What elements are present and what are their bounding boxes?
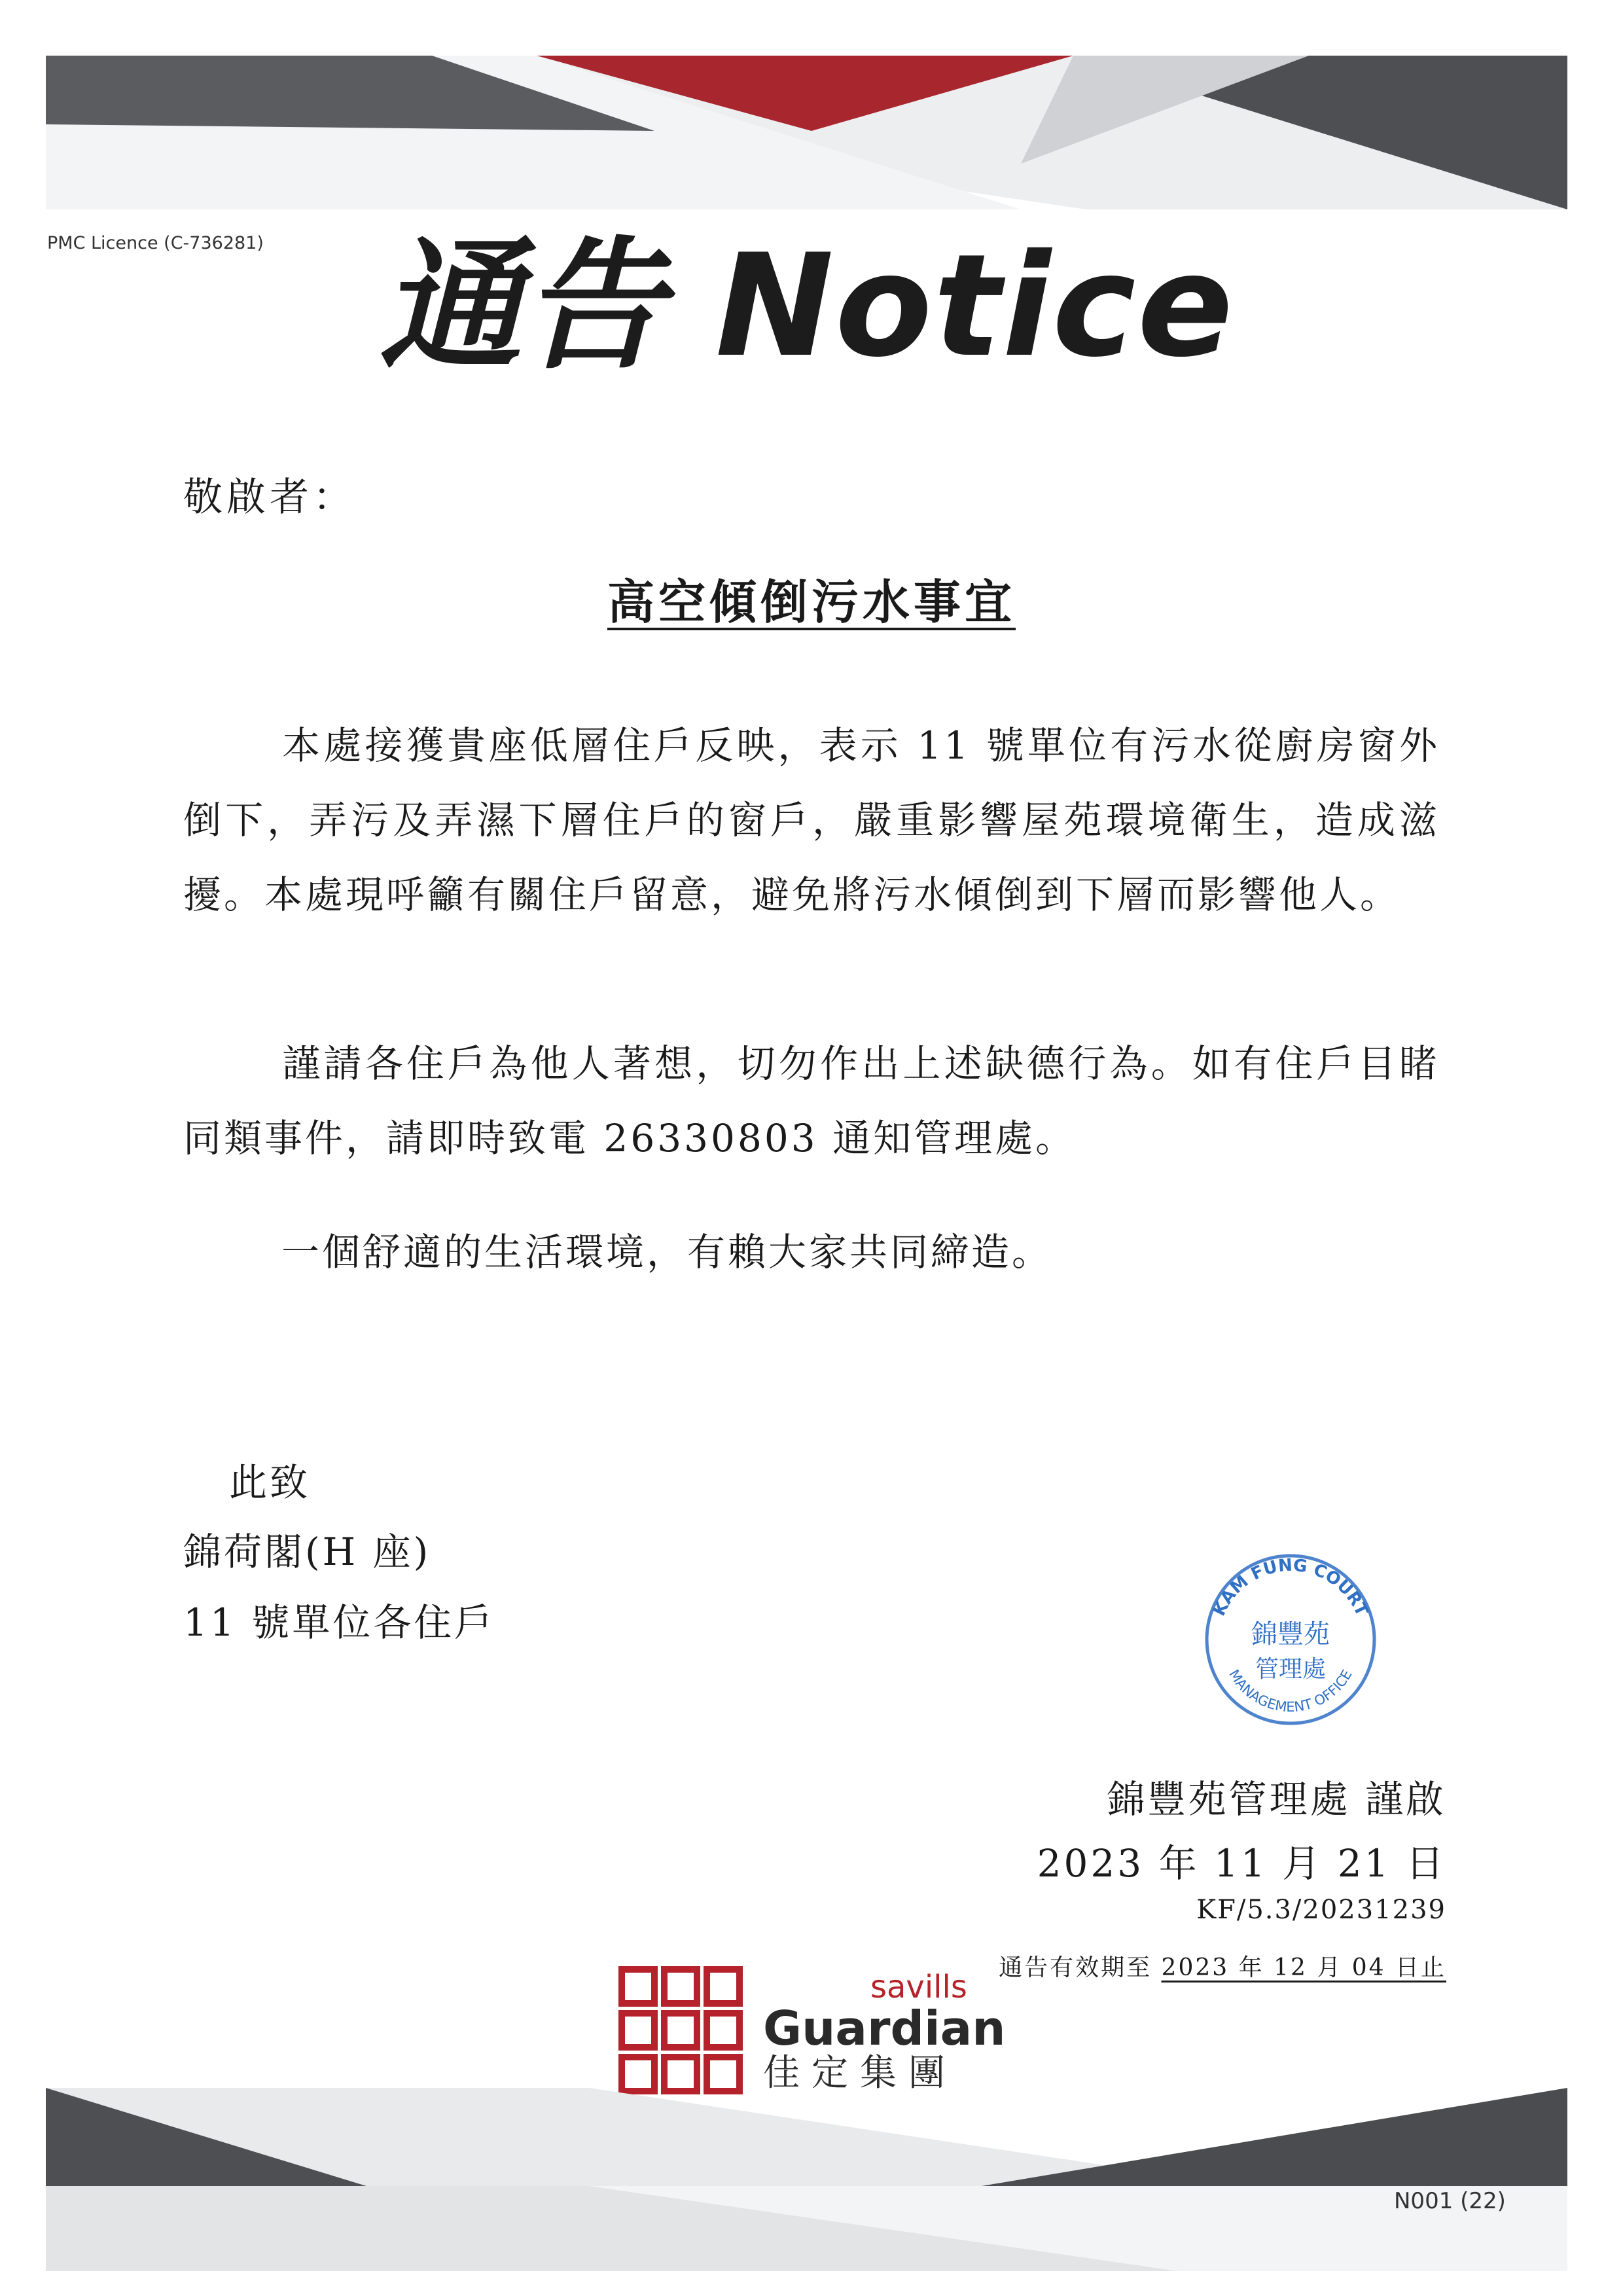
salutation: 敬啟者： bbox=[183, 475, 356, 520]
form-code: N001 (22) bbox=[1394, 2188, 1506, 2214]
paragraph-text: 本處接獲貴座低層住戶反映，表示 11 號單位有污水從廚房窗外倒下，弄污及弄濕下層住戶的窗戶，嚴重影響屋苑環境衛生，造成滋擾。本處現呼籲有關住戶留意，避免將污水傾倒到下層而影響他人。 bbox=[183, 723, 1440, 917]
logo-savills: savills bbox=[870, 1969, 967, 2005]
office-seal-stamp bbox=[1192, 1538, 1389, 1734]
notice-title: 通告 Notice bbox=[380, 224, 1235, 388]
notice-subject bbox=[0, 564, 1623, 632]
recipient-units: 11 號單位各住戶 bbox=[183, 1600, 495, 1645]
validity-line bbox=[999, 1949, 1446, 1982]
pmc-licence: PMC Licence (C-736281) bbox=[47, 233, 264, 253]
reference-number: KF/5.3/20231239 bbox=[1196, 1895, 1446, 1925]
signature-date: 2023 年 11 月 21 日 bbox=[1037, 1841, 1446, 1886]
seal-top-text: KAM FUNG COURT bbox=[1209, 1555, 1372, 1619]
body-paragraph-1 bbox=[183, 708, 1440, 932]
logo-chinese-name: 佳定集團 bbox=[763, 2052, 957, 2094]
recipient-building: 錦荷閣(H 座) bbox=[183, 1530, 431, 1574]
validity-prefix: 通告有效期至 bbox=[999, 1954, 1152, 1981]
seal-line-1: 錦豐苑 bbox=[1251, 1619, 1330, 1649]
footer-banner bbox=[0, 2075, 1623, 2296]
body-paragraph-2 bbox=[183, 1026, 1440, 1175]
seal-line-2: 管理處 bbox=[1255, 1656, 1327, 1683]
subject-text: 高空傾倒污水事宜 bbox=[607, 574, 1016, 630]
closing-cizhi: 此致 bbox=[229, 1460, 311, 1505]
signature-office: 錦豐苑管理處 謹啟 bbox=[1107, 1777, 1446, 1821]
logo-guardian: Guardian bbox=[763, 2001, 1006, 2056]
validity-date: 2023 年 12 月 04 日止 bbox=[1161, 1954, 1446, 1981]
seal-bottom-text: MANAGEMENT OFFICE bbox=[1226, 1666, 1355, 1715]
paragraph-text: 謹請各住戶為他人著想，切勿作出上述缺德行為。如有住戶目睹同類事件，請即時致電 26330803 通知管理處。 bbox=[183, 1041, 1440, 1160]
body-paragraph-3 bbox=[183, 1215, 1440, 1289]
header-banner bbox=[0, 0, 1623, 223]
paragraph-text: 一個舒適的生活環境，有賴大家共同締造。 bbox=[281, 1230, 1053, 1274]
